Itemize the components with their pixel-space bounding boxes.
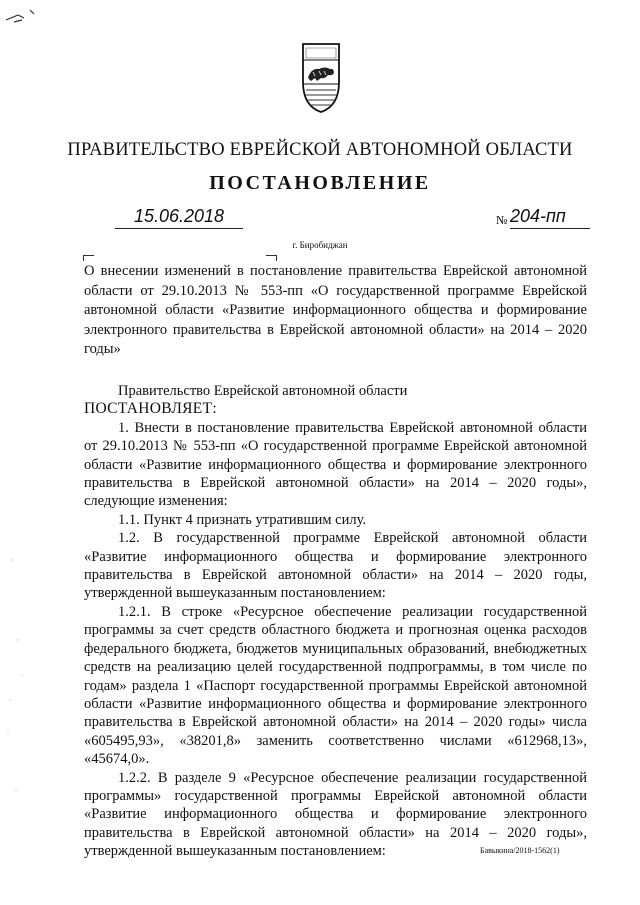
paragraph-1-2-2: 1.2.2. В разделе 9 «Ресурсное обеспечение реализации государственной программы» государственной программы Еврейской автономной области «Развитие информационного общества и формирование электронного правительства в Еврейской автономной области» на 2014 – 2020 годы», утвержденной вышеуказанным постановлением:	[84, 769, 587, 860]
paragraph-1-2-1: 1.2.1. В строке «Ресурсное обеспечение реализации государственной программы за счет средств областного бюджета и прогнозная оценка расходов федерального бюджета, бюджетов муниципальных образований, внебюджетных средств на реализацию целей государственной подпрограммы, в том числе по годам» раздела 1 «Паспорт государственной программы Еврейской автономной области «Развитие информационного общества и формирование электронного правительства в Еврейской автономной области» на 2014 – 2020 годы» числа «605495,93», «38201,8» заменить соответственно числами «612968,13», «45674,0».	[84, 603, 587, 768]
subject-bracket-left	[83, 255, 94, 261]
government-title: ПРАВИТЕЛЬСТВО ЕВРЕЙСКОЙ АВТОНОМНОЙ ОБЛАСТИ	[67, 140, 573, 160]
document-body	[84, 382, 587, 861]
document-date: 15.06.2018	[115, 204, 243, 229]
subject-bracket-right	[266, 255, 277, 261]
paragraph-1-1: 1.1. Пункт 4 признать утратившим силу.	[118, 511, 367, 528]
document-type: ПОСТАНОВЛЕНИЕ	[209, 172, 431, 194]
city-label: г. Биробиджан	[292, 240, 348, 250]
number-prefix: №	[496, 213, 508, 227]
footer-code: Бавыкина/2018-1562(1)	[480, 846, 560, 855]
body-resolves: ПОСТАНОВЛЯЕТ:	[84, 400, 217, 418]
paragraph-1: 1. Внести в постановление правительства Еврейской автономной области от 29.10.2013 № 553-пп «О государственной программе Еврейской автономной области «Развитие информационного общества и формирование электронного правительства в Еврейской автономной области» на 2014 – 2020 годы», следующие изменения:	[84, 419, 587, 510]
document-number: 204-пп	[510, 204, 590, 229]
body-intro: Правительство Еврейской автономной области	[118, 383, 408, 399]
paragraph-1-2: 1.2. В государственной программе Еврейской автономной области «Развитие информационного общества и формирование электронного правительства в Еврейской автономной области» на 2014 – 2020 годы, утвержденной вышеуказанным постановлением:	[84, 530, 587, 602]
coat-of-arms-icon	[297, 38, 345, 114]
document-subject: О внесении изменений в постановление правительства Еврейской автономной области от 29.10.2013 № 553-пп «О государственной программе Еврейской автономной области «Развитие информационного общества и формирование электронного правительства в Еврейской автономной области» на 2014 – 2020 годы»	[84, 263, 587, 357]
